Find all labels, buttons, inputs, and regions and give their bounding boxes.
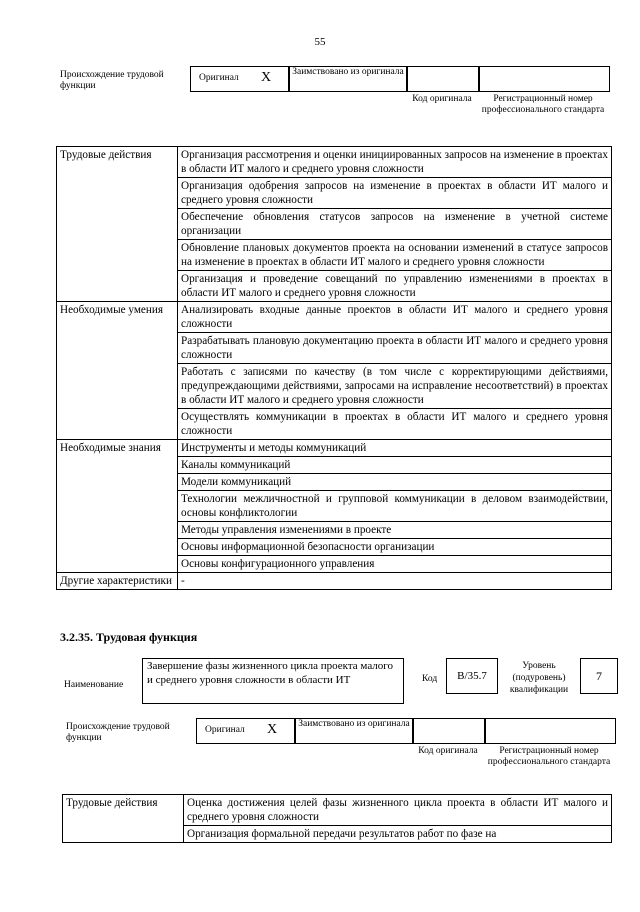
knowledge-item: Технологии межличностной и групповой коммуникации в деловом взаимодействии, основы конфликтологии <box>178 491 612 522</box>
original-box <box>190 66 290 92</box>
knowledge-item: Основы конфигурационного управления <box>178 556 612 573</box>
name-value: Завершение фазы жизненного цикла проекта малого и среднего уровня сложности в области ИТ <box>142 658 404 704</box>
skill-item: Осуществлять коммуникации в проектах в области ИТ малого и среднего уровня сложности <box>178 409 612 440</box>
action-item: Обновление плановых документов проекта на основании изменений в статусе запросов на изменение в проектах в области ИТ малого и среднего уровня сложности <box>178 240 612 271</box>
original-label: Оригинал <box>199 73 239 83</box>
code-original-box <box>406 66 480 92</box>
action-item: Организация формальной передачи результатов работ по фазе на <box>184 826 612 843</box>
other-value: - <box>178 573 612 590</box>
knowledge-item: Методы управления изменениями в проекте <box>178 522 612 539</box>
code-original-caption: Код оригинала <box>418 746 478 756</box>
other-header: Другие характеристики <box>57 573 178 590</box>
knowledge-item: Каналы коммуникаций <box>178 457 612 474</box>
reg-number-caption: Регистрационный номер профессионального стандарта <box>481 94 605 115</box>
knowledge-item: Основы информационной безопасности организации <box>178 539 612 556</box>
action-item: Организация рассмотрения и оценки инициированных запросов на изменение в проектах в области ИТ малого и среднего уровня сложности <box>178 147 612 178</box>
origin-label: Происхождение трудовой функции <box>66 722 170 743</box>
reg-number-box <box>484 718 616 744</box>
origin-block-2 <box>66 718 611 778</box>
labor-function-table <box>56 146 612 590</box>
section-title: 3.2.35. Трудовая функция <box>60 630 198 644</box>
knowledge-item: Модели коммуникаций <box>178 474 612 491</box>
skill-item: Работать с записями по качеству (в том числе с корректирующими действиями, предупреждающими действиями, запросами на исправление несоответствий) в проектах в области ИТ малого и среднего уровня сложности <box>178 364 612 409</box>
code-label: Код <box>422 674 438 684</box>
level-value: 7 <box>580 658 618 694</box>
original-mark: X <box>267 722 278 737</box>
borrowed-label: Заимствовано из оригинала <box>288 66 408 92</box>
skills-header: Необходимые умения <box>57 302 178 440</box>
action-item: Организация и проведение совещаний по управлению изменениями в проектах в области ИТ малого и среднего уровня сложности <box>178 271 612 302</box>
action-item: Организация одобрения запросов на изменение в проектах в области ИТ малого и среднего уровня сложности <box>178 178 612 209</box>
origin-block <box>60 66 605 126</box>
actions-header: Трудовые действия <box>63 795 184 843</box>
borrowed-label: Заимствовано из оригинала <box>294 718 414 744</box>
skill-item: Разрабатывать плановую документацию проекта в области ИТ малого и среднего уровня сложности <box>178 333 612 364</box>
page-number: 55 <box>314 36 326 48</box>
knowledge-header: Необходимые знания <box>57 440 178 573</box>
reg-number-caption: Регистрационный номер профессионального стандарта <box>487 746 611 767</box>
code-original-box <box>412 718 486 744</box>
original-mark: X <box>261 70 272 85</box>
action-item: Оценка достижения целей фазы жизненного цикла проекта в области ИТ малого и среднего уровня сложности <box>184 795 612 826</box>
knowledge-item: Инструменты и методы коммуникаций <box>178 440 612 457</box>
code-value: B/35.7 <box>446 658 498 694</box>
action-item: Обеспечение обновления статусов запросов на изменение в учетной системе организации <box>178 209 612 240</box>
original-label: Оригинал <box>205 725 245 735</box>
actions-header: Трудовые действия <box>57 147 178 302</box>
level-label: Уровень (подуровень) квалификации <box>509 661 569 695</box>
reg-number-box <box>478 66 610 92</box>
name-label: Наименование <box>64 680 124 690</box>
skill-item: Анализировать входные данные проектов в области ИТ малого и среднего уровня сложности <box>178 302 612 333</box>
code-original-caption: Код оригинала <box>412 94 472 104</box>
original-box <box>196 718 296 744</box>
function-name-row <box>60 658 616 708</box>
labor-function-table-2 <box>62 794 612 843</box>
origin-label: Происхождение трудовой функции <box>60 70 164 91</box>
